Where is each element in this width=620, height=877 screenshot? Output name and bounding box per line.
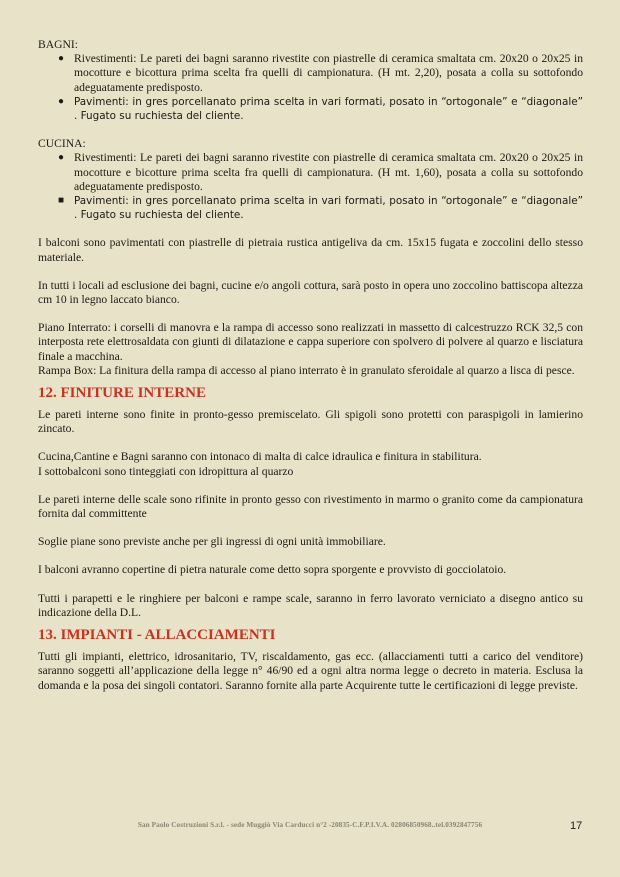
- paragraph-soglie: Soglie piane sono previste anche per gli ingressi di ogni unità immobiliare.: [38, 535, 386, 549]
- paragraph-zoccolino: In tutti i locali ad esclusione dei bagni, cucine e/o angoli cottura, sarà posto in opera uno zoccolino battiscopa altezza cm 10 in legno laccato bianco.: [38, 278, 583, 307]
- section-title-finiture: 12. FINITURE INTERNE: [38, 385, 206, 402]
- section-title-impianti: 13. IMPIANTI - ALLACCIAMENTI: [38, 627, 276, 644]
- list-item: ● Pavimenti: in gres porcellanato prima scelta in vari formati, posato in “ortogonale” e “diagonale” . Fugato su ruchiesta del cliente.: [58, 95, 583, 123]
- bagni-list: [38, 52, 583, 123]
- bullet-icon: ●: [58, 53, 65, 65]
- paragraph-copertine: I balconi avranno copertine di pietra naturale come detto sopra sporgente e provvisto di gocciolatoio.: [38, 563, 507, 577]
- bullet-icon: ●: [58, 95, 65, 107]
- page-content: [38, 38, 583, 693]
- bagni-heading: BAGNI:: [38, 38, 78, 51]
- paragraph-pareti: Le pareti interne sono finite in pronto-gesso premiscelato. Gli spigoli sono protetti con paraspigoli in lamierino zincato.: [38, 408, 583, 436]
- page-number: 17: [570, 820, 583, 832]
- paragraph-sottobalconi: I sottobalconi sono tinteggiati con idropittura al quarzo: [38, 464, 294, 478]
- list-item: ● Rivestimenti: Le pareti dei bagni saranno rivestite con piastrelle di ceramica smaltata cm. 20x20 o 20x25 in mocotture e bicottura prima scelta fra quelli di campionatura. (H mt. 2,20), posata a colla su sottofondo adeguatamente predisposto.: [58, 52, 583, 94]
- square-bullet-icon: ■: [58, 195, 65, 207]
- paragraph-balconi: I balconi sono pavimentati con piastrelle di pietraia rustica antigeliva da cm. 15x15 fugata e zoccolini dello stesso materiale.: [38, 236, 583, 264]
- list-item: ■ Pavimenti: in gres porcellanato prima scelta in vari formati, posato in “ortogonale” e “diagonale” . Fugato su ruchiesta del cliente.: [58, 195, 583, 222]
- paragraph-impianti: Tutti gli impianti, elettrico, idrosanitario, TV, riscaldamento, gas ecc. (allacciamenti tutti a carico del venditore) saranno soggetti all’applicazione della legge n° 46/90 ed a ogni altra norma legge o decreto in materia. Esclusa la domanda e la posa dei singoli contatori. Saranno fornite alla parte Acquirente tutte le certificazioni di legge previste.: [38, 650, 583, 692]
- paragraph-cucina-intonaco: Cucina,Cantine e Bagni saranno con intonaco di malta di calce idraulica e finitura in stabilitura.: [38, 450, 482, 464]
- list-item: ● Rivestimenti: Le pareti dei bagni saranno rivestite con piastrelle di ceramica smaltata cm. 20x20 o 20x25 in mocotture e bicotture prima scelta fra quelli di campionatura. (H mt. 1,60), posata a colla su sottofondo adeguatamente predisposto.: [58, 151, 583, 193]
- paragraph-scale: Le pareti interne delle scale sono rifinite in pronto gesso con rivestimento in marmo o granito come da campionatura fornita dal committente: [38, 492, 583, 521]
- paragraph-interrato: Piano Interrato: i corselli di manovra e la rampa di accesso sono realizzati in massetto di calcestruzzo RCK 32,5 con interposta rete elettrosaldata con giunti di dilatazione e cappa superiore con spolvero di polvere al quarzo e lisciatura finale a macchina.: [38, 321, 583, 363]
- paragraph-rampa: Rampa Box: La finitura della rampa di accesso al piano interrato è in granulato sferoidale al quarzo a lisca di pesce.: [38, 363, 575, 377]
- cucina-heading: CUCINA:: [38, 137, 86, 151]
- bullet-icon: ●: [58, 152, 65, 164]
- page-footer: San Paolo Costruzioni S.r.l. - sede Muggiò Via Carducci n°2 -20835-C.F.P.I.V.A. 02806850968..tel.0392847756: [137, 821, 483, 829]
- paragraph-parapetti: Tutti i parapetti e le ringhiere per balconi e rampe scale, saranno in ferro lavorato verniciato a disegno antico su indicazione della D.L.: [38, 591, 583, 619]
- cucina-list: [38, 151, 583, 222]
